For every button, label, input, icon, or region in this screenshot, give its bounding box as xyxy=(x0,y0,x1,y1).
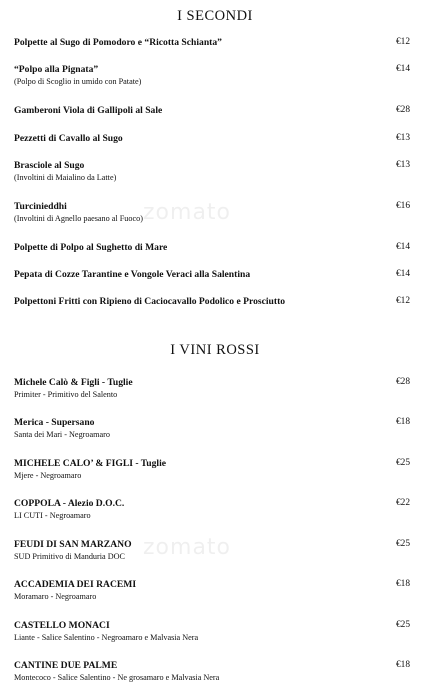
dish-name: Pepata di Cozze Tarantine e Vongole Veraci alla Salentina xyxy=(14,268,251,280)
vini-rossi-section-title: I VINI ROSSI xyxy=(170,341,260,358)
wine-price: €18 xyxy=(395,579,410,590)
menu-item xyxy=(0,295,430,322)
dish-description: (Involtini di Maialino da Latte) xyxy=(14,172,117,182)
wine-item xyxy=(0,578,430,619)
dish-description: (Polpo di Scoglio in umido con Patate) xyxy=(14,77,142,87)
wine-producer: ACCADEMIA DEI RACEMI xyxy=(14,579,137,591)
menu-item xyxy=(0,104,430,131)
dish-price: €14 xyxy=(395,241,410,252)
wine-price: €25 xyxy=(395,619,410,630)
dish-name: Polpettoni Fritti con Ripieno di Caciocavallo Podolico e Prosciutto xyxy=(14,296,286,308)
wine-producer: CANTINE DUE PALME xyxy=(14,660,118,672)
dish-name: Gamberoni Viola di Gallipoli al Sale xyxy=(14,105,163,117)
wine-producer: CASTELLO MONACI xyxy=(14,619,110,631)
wine-item xyxy=(0,619,430,660)
wine-producer: Merica - Supersano xyxy=(14,417,95,429)
wine-description: SUD Primitivo di Manduria DOC xyxy=(14,551,125,561)
wine-price: €25 xyxy=(395,538,410,549)
wine-description: Montecoco - Salice Salentino - Ne grosamaro e Malvasia Nera xyxy=(14,673,220,683)
wine-description: Primiter - Primitivo del Salento xyxy=(14,389,118,399)
dish-name: Polpette di Polpo al Sughetto di Mare xyxy=(14,241,168,253)
menu-item xyxy=(0,159,430,200)
wine-item xyxy=(0,416,430,457)
wine-price: €18 xyxy=(395,660,410,671)
dish-price: €13 xyxy=(395,159,410,170)
wine-description: Liante - Salice Salentino - Negroamaro e Malvasia Nera xyxy=(14,632,199,642)
wine-producer: FEUDI DI SAN MARZANO xyxy=(14,538,132,550)
wine-description: LI CUTI - Negroamaro xyxy=(14,511,91,521)
wine-price: €22 xyxy=(395,498,410,509)
dish-price: €16 xyxy=(395,200,410,211)
zomato-watermark: zomato xyxy=(143,535,232,560)
wine-item xyxy=(0,376,430,417)
wine-producer: COPPOLA - Alezio D.O.C. xyxy=(14,498,125,510)
menu-item xyxy=(0,200,430,241)
wine-item xyxy=(0,659,430,700)
dish-price: €28 xyxy=(395,105,410,116)
zomato-watermark: zomato xyxy=(143,200,232,225)
wine-item xyxy=(0,457,430,498)
menu-item xyxy=(0,36,430,63)
dish-price: €12 xyxy=(395,37,410,47)
dish-price: €14 xyxy=(395,268,410,279)
dish-name: Pezzetti di Cavallo al Sugo xyxy=(14,132,123,144)
secondi-list xyxy=(0,36,430,323)
menu-item xyxy=(0,132,430,159)
menu-item xyxy=(0,241,430,268)
dish-price: €13 xyxy=(395,132,410,143)
dish-name: Polpette al Sugo di Pomodoro e “Ricotta Schianta” xyxy=(14,37,222,48)
dish-description: (Involtini di Agnello paesano al Fuoco) xyxy=(14,213,143,223)
wine-description: Santa dei Mari - Negroamaro xyxy=(14,430,110,440)
dish-name: “Polpo alla Pignata” xyxy=(14,64,99,76)
secondi-section-title: I SECONDI xyxy=(177,8,253,24)
dish-price: €14 xyxy=(395,64,410,75)
wine-description: Moramaro - Negroamaro xyxy=(14,592,97,602)
wine-price: €18 xyxy=(395,417,410,428)
wine-price: €28 xyxy=(395,376,410,387)
wine-item xyxy=(0,538,430,579)
dish-name: Turcinieddhi xyxy=(14,200,67,212)
dish-name: Brasciole al Sugo xyxy=(14,159,85,171)
wine-description: Mjere - Negroamaro xyxy=(14,470,82,480)
dish-price: €12 xyxy=(395,296,410,307)
wine-producer: Michele Calò & Figli - Tuglie xyxy=(14,376,133,388)
wine-item xyxy=(0,497,430,538)
menu-item xyxy=(0,268,430,295)
wine-price: €25 xyxy=(395,457,410,468)
vini-rossi-list xyxy=(0,376,430,700)
wine-producer: MICHELE CALO’ & FIGLI - Tuglie xyxy=(14,457,167,469)
menu-item xyxy=(0,63,430,104)
